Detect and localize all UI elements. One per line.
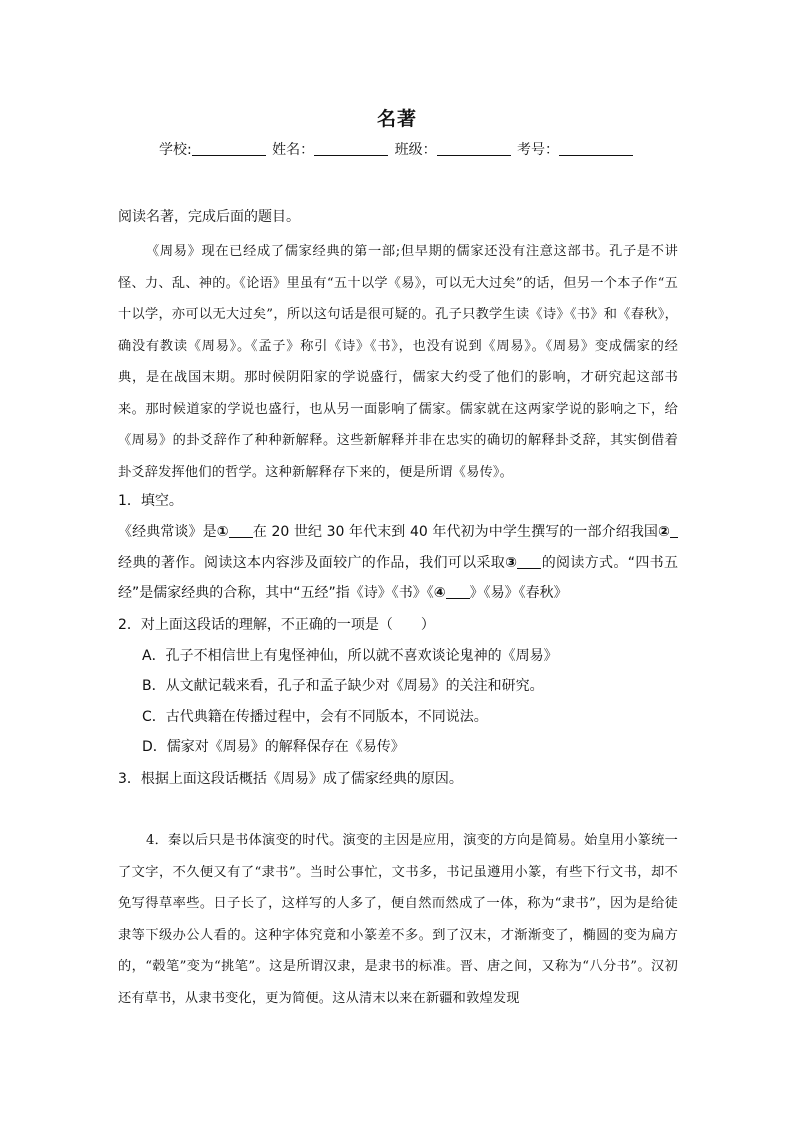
exam-number-blank[interactable] bbox=[559, 141, 633, 156]
school-label: 学校: bbox=[158, 142, 192, 158]
option-b[interactable]: B．从文献记载来看，孔子和孟子缺少对《周易》的关注和研究。 bbox=[142, 678, 544, 694]
class-label: 班级： bbox=[394, 142, 437, 158]
reading-instruction: 阅读名著，完成后面的题目。 bbox=[118, 209, 300, 225]
q1-text-part1: 《经典常谈》是 bbox=[118, 524, 217, 540]
class-blank[interactable] bbox=[437, 141, 511, 156]
student-info-line bbox=[0, 139, 794, 159]
option-d[interactable]: D．儒家对《周易》的解释保存在《易传》 bbox=[142, 739, 405, 755]
blank-marker-4: ④ bbox=[433, 585, 446, 601]
q1-text-part4: 的阅读方式。“四书五经”是儒家经典的合称，其中“五经”指《诗》《书》《 bbox=[118, 554, 679, 601]
fill-blank-4[interactable] bbox=[446, 584, 470, 599]
name-blank[interactable] bbox=[314, 141, 388, 156]
exam-number-label: 考号： bbox=[517, 142, 560, 158]
school-blank[interactable] bbox=[192, 141, 266, 156]
option-a[interactable]: A．孔子不相信世上有鬼怪神仙，所以就不喜欢谈论鬼神的《周易》 bbox=[142, 647, 558, 664]
page-title: 名著 bbox=[376, 108, 417, 130]
question-1-label: 1．填空。 bbox=[118, 493, 183, 509]
question-2 bbox=[118, 610, 678, 763]
blank-marker-2: ② bbox=[658, 524, 671, 540]
fill-blank-3[interactable] bbox=[517, 554, 541, 569]
option-c[interactable]: C．古代典籍在传播过程中，会有不同版本，不同说法。 bbox=[142, 708, 488, 725]
question-3-label: 3．根据上面这段话概括《周易》成了儒家经典的原因。 bbox=[118, 771, 463, 787]
q1-text-part2: 在 20 世纪 30 年代末到 40 年代初为中学生撰写的一部介绍我国 bbox=[252, 524, 659, 540]
q1-text-part3: 经典的著作。阅读这本内容涉及面较广的作品，我们可以采取 bbox=[118, 554, 506, 571]
q1-text-part5: 》《易》《春秋》 bbox=[469, 585, 568, 601]
question-1-body bbox=[118, 517, 678, 609]
blank-marker-3: ③ bbox=[505, 554, 518, 571]
reading-passage: 《周易》现在已经成了儒家经典的第一部;但早期的儒家还没有注意这部书。孔子是不讲怪、力、乱、神的。《论语》里虽有“五十以学《易》，可以无大过矣”的话，但另一个本子作“五十以学，亦可以无大过矣”，所以这句话是很可疑的。孔子只教学生读《诗》《书》和《春秋》，确没有教读《周易》。《孟子》称引《诗》《书》，也没有说到《周易》。《周易》变成儒家的经典，是在战国末期。那时候阴阳家的学说盛行，儒家大约受了他们的影响，才研究起这部书来。那时候道家的学说也盛行，也从另一面影响了儒家。儒家就在这两家学说的影响之下，给《周易》的卦爻辞作了种种新解释。这些新解释并非在忠实的确切的解释卦爻辞，其实倒借着卦爻辞发挥他们的哲学。这种新解释存下来的，便是所谓《易传》。 bbox=[118, 244, 678, 480]
fill-blank-2[interactable] bbox=[670, 523, 678, 538]
name-label: 姓名： bbox=[272, 142, 315, 158]
blank-marker-1: ① bbox=[216, 524, 229, 540]
question-4-passage: 4．秦以后只是书体演变的时代。演变的主因是应用，演变的方向是简易。始皇用小篆统一了文字，不久便又有了“隶书”。当时公事忙，文书多，书记虽遵用小篆，有些下行文书，却不免写得草率些。日子长了，这样写的人多了，便自然而然成了一体，称为“隶书”，因为是给徒隶等下级办公人看的。这种字体究竟和小篆差不多。到了汉末，才渐渐变了，椭圆的变为扁方的，“毂笔”变为“挑笔”。这是所谓汉隶，是隶书的标准。晋、唐之间，又称为“八分书”。汉初还有草书，从隶书变化，更为简便。这从清末以来在新疆和敦煌发现 bbox=[118, 833, 678, 1006]
fill-blank-1[interactable] bbox=[229, 523, 253, 538]
question-2-label: 2．对上面这段话的理解，不正确的一项是（ ） bbox=[118, 617, 435, 633]
